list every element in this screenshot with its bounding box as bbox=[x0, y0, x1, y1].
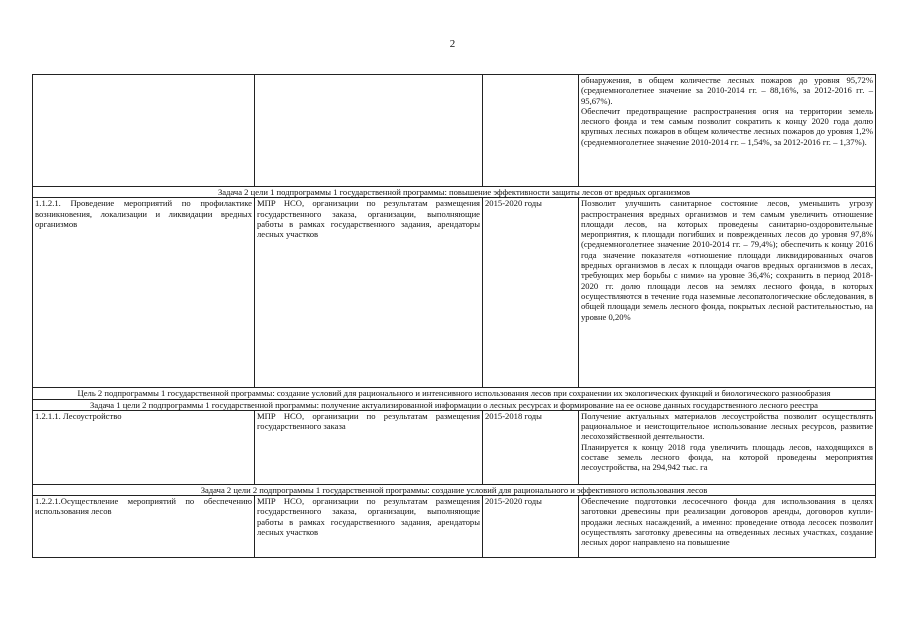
executor-cell bbox=[255, 75, 483, 187]
result-cell bbox=[579, 75, 876, 187]
table-row bbox=[33, 75, 876, 187]
result-cell bbox=[579, 410, 876, 484]
executor-cell: МПР НСО, организации по результатам размещения государственного заказа bbox=[255, 410, 483, 484]
result-cell: Обеспечение подготовки лесосечного фонда для использования в целях заготовки древесины при реализации договоров аренды, договоров купли-продажи лесных насаждений, а именно: проведение отвода лесосек позволит осуществлять заготовку древесины на отведенных лесных участках, создание лесных дорог направлено на повышение bbox=[579, 496, 876, 558]
executor-cell: МПР НСО, организации по результатам размещения государственного заказа, организации, выполняющие работы в рамках государственного задания, арендаторы лесных участков bbox=[255, 496, 483, 558]
activity-cell bbox=[33, 75, 255, 187]
activity-cell: 1.2.1.1. Лесоустройство bbox=[33, 410, 255, 484]
executor-cell: МПР НСО, организации по результатам размещения государственного заказа, организации, выполняющие работы в рамках государственного задания, арендаторы лесных участков bbox=[255, 198, 483, 388]
period-cell: 2015-2020 годы bbox=[483, 198, 579, 388]
goal-heading: Цель 2 подпрограммы 1 государственной программы: создание условий для рационального и интенсивного использования лесов при сохранении их экологических функций и биологического разнообразия bbox=[33, 388, 876, 399]
task-heading: Задача 2 цели 1 подпрограммы 1 государственной программы: повышение эффективности защиты лесов от вредных организмов bbox=[33, 187, 876, 198]
table-row bbox=[33, 496, 876, 558]
section-header-row bbox=[33, 484, 876, 495]
result-paragraph: Планируется к концу 2018 года увеличить площадь лесов, находящихся в составе земель лесного фонда, на которой проведены мероприятия лесоустройства, на 294,942 тыс. га bbox=[581, 441, 873, 473]
result-paragraph: Обеспечит предотвращение распространения огня на территории земель лесного фонда и тем самым позволит сократить к концу 2020 года долю крупных лесных пожаров в общем количестве лесных пожаров до уровня 1,2% (среднемноголетнее значение 2010-2014 гг. – 1,54%, за 2012-2016 гг. – 1,37%). bbox=[581, 105, 873, 147]
program-activities-table bbox=[32, 74, 876, 558]
activity-cell: 1.2.2.1.Осуществление мероприятий по обеспечению использования лесов bbox=[33, 496, 255, 558]
section-header-row bbox=[33, 187, 876, 198]
period-cell: 2015-2020 годы bbox=[483, 496, 579, 558]
period-cell bbox=[483, 75, 579, 187]
section-header-row bbox=[33, 399, 876, 410]
task-heading: Задача 1 цели 2 подпрограммы 1 государственной программы: получение актуализированной информации о лесных ресурсах и формирование на ее основе данных государственного лесного реестра bbox=[33, 399, 876, 410]
table-row bbox=[33, 198, 876, 388]
table-row bbox=[33, 410, 876, 484]
section-header-row bbox=[33, 388, 876, 399]
task-heading: Задача 2 цели 2 подпрограммы 1 государственной программы: создание условий для рационального и эффективного использования лесов bbox=[33, 484, 876, 495]
page-number: 2 bbox=[449, 38, 456, 50]
period-cell: 2015-2018 годы bbox=[483, 410, 579, 484]
result-paragraph: обнаружения, в общем количестве лесных пожаров до уровня 95,72% (среднемноголетнее значение за 2010-2014 гг. – 88,16%, за 2012-2016 гг. – 95,67%). bbox=[581, 75, 873, 106]
activity-cell: 1.1.2.1. Проведение мероприятий по профилактике возникновения, локализации и ликвидации вредных организмов bbox=[33, 198, 255, 388]
result-paragraph: Получение актуальных материалов лесоустройства позволит осуществлять рациональное и неистощительное использование лесных ресурсов, развитие лесохозяйственной деятельности. bbox=[581, 410, 873, 442]
result-cell: Позволит улучшить санитарное состояние лесов, уменьшить угрозу распространения вредных организмов и тем самым увеличить отношение площади лесов, на которых проведены санитарно-оздоровительные мероприятия, к площади погибших и поврежденных лесов до уровня 97,8% (среднемноголетнее значение 2010-2014 гг. – 79,4%); обеспечить к концу 2016 года значение показателя «отношение площади ликвидированных очагов вредных организмов в лесах к площади очагов вредных организмов в лесах, требующих мер борьбы с ними» на уровне 36,4%; сохранить в период 2018-2020 гг. долю площади лесов на землях лесного фонда, в которых осуществляются в течение года наземные лесопатологические обследования, в общей площади земель лесного фонда, покрытых лесной растительностью, на уровне 0,20% bbox=[579, 198, 876, 388]
